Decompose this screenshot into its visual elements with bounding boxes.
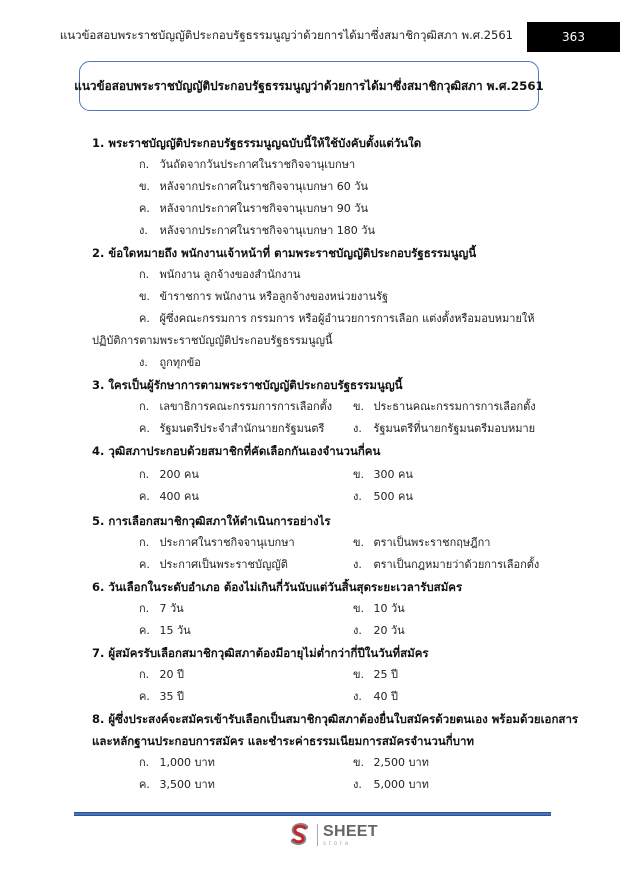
option-a: ก. 1,000 บาท (139, 756, 215, 769)
option-c: ค. 400 คน (139, 490, 199, 503)
question-1 (92, 132, 552, 242)
option-a: ก. พนักงาน ลูกจ้างของสำนักงาน (139, 268, 301, 281)
option-d: ง. 500 คน (353, 490, 413, 503)
question-2 (92, 242, 552, 374)
question-text: 5. การเลือกสมาชิกวุฒิสภาให้ดำเนินการอย่างไร (92, 514, 331, 528)
running-header (0, 27, 527, 45)
title-box (74, 61, 544, 111)
option-c: ค. ผู้ซึ่งคณะกรรมการ กรรมการ หรือผู้อำนวยการการเลือก แต่งตั้งหรือมอบหมายให้ (139, 312, 535, 325)
option-a: ก. 200 คน (139, 468, 199, 481)
option-a: ก. เลขาธิการคณะกรรมการการเลือกตั้ง (139, 400, 333, 413)
option-b: ข. 300 คน (353, 468, 413, 481)
footer-divider (74, 812, 551, 816)
option-a: ก. วันถัดจากวันประกาศในราชกิจจานุเบกษา (139, 158, 356, 171)
option-c: ค. 35 ปี (139, 690, 184, 703)
question-text: 7. ผู้สมัครรับเลือกสมาชิกวุฒิสภาต้องมีอายุไม่ต่ำกว่ากี่ปีในวันที่สมัคร (92, 646, 429, 660)
question-7 (92, 642, 552, 708)
question-list (92, 132, 579, 796)
option-b: ข. หลังจากประกาศในราชกิจจานุเบกษา 60 วัน (139, 180, 368, 193)
option-b: ข. 25 ปี (353, 668, 398, 681)
logo-divider (317, 824, 318, 846)
option-c: ค. ประกาศเป็นพระราชบัญญัติ (139, 558, 288, 571)
question-text: 4. วุฒิสภาประกอบด้วยสมาชิกที่คัดเลือกกันเองจำนวนกี่คน (92, 444, 381, 458)
page-number: 363 (527, 22, 620, 52)
option-c: ค. 15 วัน (139, 624, 191, 637)
question-text: 2. ข้อใดหมายถึง พนักงานเจ้าหน้าที่ ตามพระราชบัญญัติประกอบรัฐธรรมนูญนี้ (92, 246, 477, 260)
option-b: ข. ตราเป็นพระราชกฤษฎีกา (353, 536, 491, 549)
question-text: 8. ผู้ซึ่งประสงค์จะสมัครเข้ารับเลือกเป็นสมาชิกวุฒิสภาต้องยื่นใบสมัครด้วยตนเอง พร้อมด้วยเอกสาร (92, 712, 579, 726)
question-6 (92, 576, 552, 642)
page-title: แนวข้อสอบพระราชบัญญัติประกอบรัฐธรรมนูญว่าด้วยการได้มาซึ่งสมาชิกวุฒิสภา พ.ศ.2561 (74, 78, 544, 93)
running-header-title: แนวข้อสอบพระราชบัญญัติประกอบรัฐธรรมนูญว่าด้วยการได้มาซึ่งสมาชิกวุฒิสภา พ.ศ.2561 (59, 28, 513, 42)
option-d: ง. 5,000 บาท (353, 778, 429, 791)
option-d: ง. 20 วัน (353, 624, 405, 637)
option-a: ก. ประกาศในราชกิจจานุเบกษา (139, 536, 295, 549)
option-b: ข. ประธานคณะกรรมการการเลือกตั้ง (353, 400, 536, 413)
question-text: 3. ใครเป็นผู้รักษาการตามพระราชบัญญัติประกอบรัฐธรรมนูญนี้ (92, 378, 403, 392)
question-text-line2: และหลักฐานประกอบการสมัคร และชำระค่าธรรมเนียมการสมัครจำนวนกี่บาท (92, 734, 474, 748)
question-text: 6. วันเลือกในระดับอำเภอ ต้องไม่เกินกี่วันนับแต่วันสิ้นสุดระยะเวลารับสมัคร (92, 580, 463, 594)
question-4 (92, 440, 552, 508)
logo-main-text: SHEET (323, 822, 378, 840)
question-5 (92, 510, 552, 576)
option-b: ข. 2,500 บาท (353, 756, 429, 769)
option-c-continuation: ปฏิบัติการตามพระราชบัญญัติประกอบรัฐธรรมนูญนี้ (92, 334, 333, 347)
question-3 (92, 374, 552, 440)
option-d: ง. ถูกทุกข้อ (139, 356, 201, 369)
sheet-store-logo (287, 822, 378, 848)
option-d: ง. 40 ปี (353, 690, 398, 703)
option-b: ข. 10 วัน (353, 602, 405, 615)
question-text: 1. พระราชบัญญัติประกอบรัฐธรรมนูญฉบับนี้ให้ใช้บังคับตั้งแต่วันใด (92, 136, 422, 150)
option-d: ง. ตราเป็นกฎหมายว่าด้วยการเลือกตั้ง (353, 558, 540, 571)
option-c: ค. 3,500 บาท (139, 778, 215, 791)
logo-sub-text: store (323, 840, 352, 847)
sheet-s-logo-icon (287, 822, 313, 848)
option-b: ข. ข้าราชการ พนักงาน หรือลูกจ้างของหน่วยงานรัฐ (139, 290, 389, 303)
option-d: ง. รัฐมนตรีที่นายกรัฐมนตรีมอบหมาย (353, 422, 536, 435)
option-a: ก. 7 วัน (139, 602, 184, 615)
option-c: ค. หลังจากประกาศในราชกิจจานุเบกษา 90 วัน (139, 202, 368, 215)
option-c: ค. รัฐมนตรีประจำสำนักนายกรัฐมนตรี (139, 422, 325, 435)
option-d: ง. หลังจากประกาศในราชกิจจานุเบกษา 180 วัน (139, 224, 375, 237)
question-8 (92, 708, 579, 796)
option-a: ก. 20 ปี (139, 668, 184, 681)
